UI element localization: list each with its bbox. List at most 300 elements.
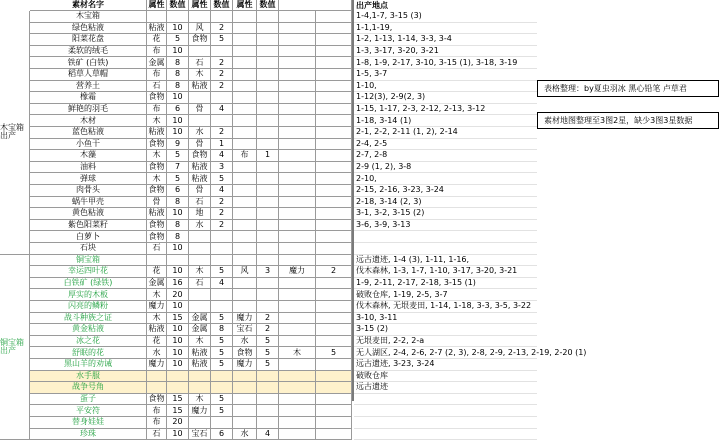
cell-v2[interactable]: 5 [211,173,233,185]
cell-name[interactable]: 冰之花 [30,336,147,348]
cell-a1[interactable] [147,11,167,23]
cell-location[interactable]: 1-2, 1-13, 1-14, 3-3, 3-4 [354,34,537,46]
cell-location[interactable]: 远古遗迹, 3-23, 3-24 [354,359,537,371]
cell-a1[interactable]: 石 [147,81,167,93]
cell-v1[interactable] [167,11,189,23]
cell-v2[interactable]: 5 [211,336,233,348]
cell-a4[interactable] [279,336,316,348]
cell-v4[interactable] [316,92,352,104]
cell-v3[interactable] [257,301,279,313]
cell-a4[interactable]: 魔力 [279,266,316,278]
cell-v2[interactable] [211,301,233,313]
cell-a2[interactable]: 木 [189,69,211,81]
cell-v3[interactable]: 3 [257,266,279,278]
cell-a4[interactable] [279,243,316,255]
cell-location[interactable]: 1-8, 1-9, 2-17, 3-10, 3-15 (1), 3-18, 3-19 [354,57,537,69]
cell-name[interactable]: 平安符 [30,405,147,417]
cell-v1[interactable]: 6 [167,185,189,197]
cell-a4[interactable] [279,289,316,301]
cell-v4[interactable] [316,371,352,383]
cell-a4[interactable] [279,185,316,197]
cell-a1[interactable]: 食物 [147,220,167,232]
cell-v2[interactable]: 4 [211,104,233,116]
cell-a3[interactable] [233,243,257,255]
cell-name[interactable]: 黄色粘液 [30,208,147,220]
cell-name[interactable]: 稻草人草帽 [30,69,147,81]
cell-name[interactable]: 厚实的木板 [30,289,147,301]
cell-a1[interactable]: 布 [147,69,167,81]
cell-a1[interactable]: 食物 [147,394,167,406]
header-val1[interactable]: 数值 [167,0,189,11]
cell-v2[interactable] [211,382,233,394]
cell-a4[interactable] [279,197,316,209]
cell-v4[interactable] [316,46,352,58]
cell-name[interactable]: 营养土 [30,81,147,93]
cell-location[interactable] [354,429,537,440]
cell-a2[interactable]: 水 [189,220,211,232]
cell-v3[interactable] [257,81,279,93]
cell-v2[interactable] [211,11,233,23]
cell-v4[interactable] [316,11,352,23]
cell-v3[interactable]: 1 [257,150,279,162]
cell-v1[interactable]: 15 [167,394,189,406]
cell-v1[interactable]: 9 [167,139,189,151]
cell-a3[interactable] [233,34,257,46]
cell-v1[interactable]: 8 [167,220,189,232]
cell-a4[interactable] [279,23,316,35]
cell-a3[interactable]: 风 [233,266,257,278]
cell-a3[interactable] [233,394,257,406]
cell-a3[interactable] [233,208,257,220]
cell-location[interactable]: 远古遗迹, 1-4 (3), 1-11, 1-16, [354,255,537,267]
cell-a4[interactable] [279,115,316,127]
cell-a1[interactable]: 金属 [147,278,167,290]
cell-v4[interactable] [316,81,352,93]
cell-v2[interactable]: 2 [211,208,233,220]
cell-v4[interactable] [316,197,352,209]
cell-a1[interactable]: 金属 [147,57,167,69]
cell-a1[interactable]: 布 [147,104,167,116]
cell-v3[interactable] [257,57,279,69]
cell-v4[interactable] [316,185,352,197]
cell-a2[interactable]: 木 [189,394,211,406]
cell-v1[interactable]: 10 [167,429,189,440]
cell-v4[interactable] [316,34,352,46]
cell-name[interactable]: 鲜艳的羽毛 [30,104,147,116]
cell-a3[interactable] [233,301,257,313]
cell-name[interactable]: 白铁矿 (绿铁) [30,278,147,290]
cell-v3[interactable] [257,417,279,429]
cell-a4[interactable] [279,371,316,383]
cell-v3[interactable]: 2 [257,324,279,336]
cell-a4[interactable] [279,139,316,151]
cell-v4[interactable] [316,359,352,371]
cell-location[interactable]: 1-15, 1-17, 2-3, 2-12, 2-13, 3-12 [354,104,537,116]
cell-name[interactable]: 阳菜花盘 [30,34,147,46]
header-locations[interactable]: 出产地点 [356,0,388,10]
cell-name[interactable]: 黄金粘液 [30,324,147,336]
cell-a3[interactable] [233,127,257,139]
cell-v3[interactable] [257,127,279,139]
cell-a3[interactable]: 布 [233,150,257,162]
cell-v1[interactable] [167,382,189,394]
cell-v2[interactable] [211,289,233,301]
cell-v3[interactable] [257,104,279,116]
cell-a3[interactable] [233,11,257,23]
cell-v1[interactable]: 20 [167,289,189,301]
cell-a1[interactable]: 木 [147,173,167,185]
cell-v4[interactable] [316,301,352,313]
cell-v1[interactable]: 10 [167,208,189,220]
cell-location[interactable]: 远古遗迹 [354,382,537,394]
cell-a1[interactable]: 食物 [147,231,167,243]
cell-name[interactable]: 橡霜 [30,92,147,104]
cell-v4[interactable] [316,127,352,139]
cell-name[interactable]: 水手服 [30,371,147,383]
cell-name[interactable]: 黑山羊的劝诫 [30,359,147,371]
cell-v4[interactable] [316,336,352,348]
cell-a4[interactable] [279,46,316,58]
cell-v2[interactable]: 4 [211,185,233,197]
cell-v4[interactable]: 5 [316,347,352,359]
cell-v1[interactable]: 6 [167,104,189,116]
cell-a2[interactable] [189,382,211,394]
cell-a3[interactable] [233,371,257,383]
cell-a2[interactable]: 风 [189,23,211,35]
cell-name[interactable]: 幸运四叶花 [30,266,147,278]
cell-v3[interactable] [257,197,279,209]
cell-v1[interactable]: 8 [167,231,189,243]
cell-name[interactable]: 舒眠的花 [30,347,147,359]
cell-v4[interactable]: 2 [316,266,352,278]
cell-location[interactable]: 2-15, 2-16, 3-23, 3-24 [354,185,537,197]
cell-a3[interactable] [233,255,257,267]
cell-v1[interactable] [167,371,189,383]
cell-a4[interactable] [279,429,316,440]
cell-v1[interactable]: 8 [167,81,189,93]
cell-a1[interactable]: 花 [147,266,167,278]
cell-v2[interactable] [211,115,233,127]
cell-a3[interactable] [233,69,257,81]
header-extra[interactable] [279,0,352,11]
cell-a1[interactable]: 花 [147,336,167,348]
cell-a3[interactable] [233,173,257,185]
cell-a2[interactable] [189,11,211,23]
cell-a1[interactable]: 食物 [147,185,167,197]
cell-v3[interactable] [257,162,279,174]
cell-v2[interactable]: 2 [211,23,233,35]
cell-location[interactable]: 无人湖区, 2-4, 2-6, 2-7 (2, 3), 2-8, 2-9, 2-13, 2-19, 2-20 (1) [354,347,537,359]
cell-location[interactable]: 2-9 (1, 2), 3-8 [354,162,537,174]
cell-v3[interactable] [257,69,279,81]
cell-v2[interactable]: 4 [211,278,233,290]
cell-v3[interactable] [257,278,279,290]
cell-location[interactable]: 伐木森林, 无垠麦田, 1-14, 1-18, 3-3, 3-5, 3-22 [354,301,537,313]
cell-a2[interactable]: 石 [189,278,211,290]
cell-a2[interactable]: 骨 [189,104,211,116]
cell-v4[interactable] [316,162,352,174]
cell-location[interactable]: 3-6, 3-9, 3-13 [354,220,537,232]
cell-v2[interactable]: 2 [211,220,233,232]
cell-v3[interactable]: 5 [257,359,279,371]
cell-a2[interactable] [189,301,211,313]
cell-a4[interactable] [279,34,316,46]
cell-a2[interactable]: 粘液 [189,81,211,93]
cell-name[interactable]: 木宝箱 [30,11,147,23]
cell-a4[interactable] [279,278,316,290]
cell-name[interactable]: 蜗牛甲壳 [30,197,147,209]
cell-a1[interactable]: 木 [147,115,167,127]
cell-v1[interactable]: 10 [167,127,189,139]
cell-a1[interactable]: 粘液 [147,23,167,35]
cell-v2[interactable]: 3 [211,162,233,174]
cell-a3[interactable]: 魔力 [233,359,257,371]
cell-a2[interactable]: 食物 [189,34,211,46]
cell-a2[interactable]: 石 [189,57,211,69]
cell-v1[interactable] [167,255,189,267]
cell-name[interactable]: 战争号角 [30,382,147,394]
cell-name[interactable]: 绿色粘液 [30,23,147,35]
cell-v4[interactable] [316,429,352,440]
header-attr2[interactable]: 属性 [189,0,211,11]
cell-a1[interactable]: 粘液 [147,127,167,139]
cell-v2[interactable]: 5 [211,347,233,359]
cell-v4[interactable] [316,69,352,81]
cell-v4[interactable] [316,220,352,232]
cell-a1[interactable]: 花 [147,34,167,46]
cell-a4[interactable] [279,57,316,69]
cell-v4[interactable] [316,150,352,162]
cell-a3[interactable] [233,81,257,93]
cell-a1[interactable]: 布 [147,46,167,58]
cell-name[interactable]: 紫色阳菜籽 [30,220,147,232]
cell-a2[interactable]: 粘液 [189,347,211,359]
cell-a1[interactable]: 魔力 [147,301,167,313]
cell-a3[interactable] [233,104,257,116]
cell-a2[interactable]: 水 [189,127,211,139]
cell-a4[interactable] [279,382,316,394]
cell-v1[interactable]: 10 [167,266,189,278]
cell-v2[interactable]: 6 [211,429,233,440]
cell-location[interactable] [354,231,537,243]
cell-v2[interactable] [211,371,233,383]
cell-a4[interactable] [279,11,316,23]
cell-a2[interactable]: 粘液 [189,173,211,185]
cell-a2[interactable]: 骨 [189,185,211,197]
cell-name[interactable]: 肉骨头 [30,185,147,197]
cell-v4[interactable] [316,278,352,290]
cell-v3[interactable] [257,255,279,267]
cell-name[interactable]: 铁矿 (白铁) [30,57,147,69]
cell-v1[interactable]: 20 [167,417,189,429]
header-name[interactable]: 素材名字 [30,0,147,11]
cell-v1[interactable]: 5 [167,150,189,162]
cell-v1[interactable]: 5 [167,34,189,46]
cell-a3[interactable]: 食物 [233,347,257,359]
cell-a4[interactable] [279,231,316,243]
cell-location[interactable] [354,243,537,255]
section-label[interactable]: 木宝箱出产 [0,11,30,255]
cell-name[interactable]: 小鱼干 [30,139,147,151]
cell-location[interactable] [354,405,537,417]
cell-v2[interactable] [211,243,233,255]
cell-a2[interactable]: 食物 [189,150,211,162]
cell-v2[interactable]: 2 [211,57,233,69]
cell-name[interactable]: 蓝色粘液 [30,127,147,139]
cell-a3[interactable] [233,382,257,394]
cell-a4[interactable] [279,208,316,220]
cell-v2[interactable]: 5 [211,394,233,406]
cell-v1[interactable]: 10 [167,243,189,255]
cell-v1[interactable]: 10 [167,359,189,371]
cell-v4[interactable] [316,231,352,243]
cell-v2[interactable]: 4 [211,150,233,162]
cell-a2[interactable]: 粘液 [189,359,211,371]
cell-a3[interactable]: 宝石 [233,324,257,336]
cell-a2[interactable] [189,92,211,104]
cell-a2[interactable]: 地 [189,208,211,220]
cell-name[interactable]: 白萝卜 [30,231,147,243]
cell-v3[interactable] [257,371,279,383]
cell-location[interactable]: 1-10, [354,81,537,93]
cell-v1[interactable]: 10 [167,46,189,58]
cell-v1[interactable]: 7 [167,162,189,174]
cell-a2[interactable]: 木 [189,336,211,348]
cell-v2[interactable]: 5 [211,34,233,46]
cell-v4[interactable] [316,417,352,429]
cell-v2[interactable]: 2 [211,81,233,93]
cell-a1[interactable]: 木 [147,313,167,325]
cell-v4[interactable] [316,382,352,394]
cell-a2[interactable] [189,46,211,58]
cell-a3[interactable] [233,23,257,35]
cell-v3[interactable] [257,185,279,197]
header-val3[interactable]: 数值 [257,0,279,11]
cell-v3[interactable] [257,23,279,35]
cell-v4[interactable] [316,243,352,255]
cell-v2[interactable] [211,231,233,243]
cell-v1[interactable]: 5 [167,173,189,185]
cell-v3[interactable]: 5 [257,336,279,348]
cell-location[interactable]: 1-9, 2-11, 2-17, 2-18, 3-15 (1) [354,278,537,290]
cell-a2[interactable]: 宝石 [189,429,211,440]
cell-a2[interactable]: 金属 [189,313,211,325]
cell-a3[interactable]: 水 [233,429,257,440]
cell-a4[interactable] [279,81,316,93]
cell-a1[interactable]: 石 [147,243,167,255]
cell-a1[interactable]: 粘液 [147,208,167,220]
cell-v3[interactable] [257,115,279,127]
cell-v1[interactable]: 10 [167,336,189,348]
cell-location[interactable]: 3-10, 3-11 [354,313,537,325]
cell-a3[interactable] [233,220,257,232]
cell-v2[interactable] [211,255,233,267]
cell-location[interactable]: 1-5, 3-7 [354,69,537,81]
cell-a3[interactable] [233,231,257,243]
cell-a4[interactable] [279,92,316,104]
cell-name[interactable]: 战斗种族之证 [30,313,147,325]
cell-name[interactable]: 木藻 [30,150,147,162]
cell-v1[interactable]: 10 [167,347,189,359]
cell-a2[interactable] [189,231,211,243]
cell-location[interactable] [354,394,537,406]
cell-a1[interactable]: 魔力 [147,359,167,371]
cell-location[interactable]: 2-18, 3-14 (2, 3) [354,197,537,209]
cell-a1[interactable] [147,382,167,394]
cell-v1[interactable]: 15 [167,405,189,417]
cell-a3[interactable] [233,405,257,417]
cell-a4[interactable] [279,127,316,139]
cell-a4[interactable] [279,162,316,174]
cell-v4[interactable] [316,208,352,220]
cell-v4[interactable] [316,324,352,336]
cell-a2[interactable]: 石 [189,197,211,209]
cell-name[interactable]: 弹球 [30,173,147,185]
cell-v2[interactable]: 5 [211,266,233,278]
cell-v3[interactable] [257,173,279,185]
cell-a1[interactable] [147,371,167,383]
cell-v2[interactable] [211,417,233,429]
cell-v3[interactable] [257,231,279,243]
cell-a4[interactable] [279,69,316,81]
cell-a1[interactable]: 粘液 [147,324,167,336]
cell-v1[interactable]: 8 [167,197,189,209]
cell-a3[interactable] [233,92,257,104]
cell-v3[interactable] [257,208,279,220]
cell-a3[interactable] [233,139,257,151]
cell-a2[interactable] [189,243,211,255]
cell-a1[interactable]: 食物 [147,92,167,104]
cell-a3[interactable]: 魔力 [233,313,257,325]
cell-v4[interactable] [316,394,352,406]
cell-a4[interactable] [279,417,316,429]
cell-location[interactable]: 2-10, [354,173,537,185]
cell-v1[interactable]: 10 [167,23,189,35]
cell-v4[interactable] [316,23,352,35]
cell-a1[interactable]: 木 [147,289,167,301]
cell-a4[interactable] [279,313,316,325]
cell-v2[interactable]: 8 [211,324,233,336]
cell-v4[interactable] [316,57,352,69]
cell-location[interactable]: 3-15 (2) [354,324,537,336]
cell-name[interactable]: 珍珠 [30,429,147,440]
cell-a3[interactable] [233,289,257,301]
cell-v3[interactable]: 2 [257,313,279,325]
cell-v3[interactable] [257,46,279,58]
cell-v1[interactable]: 8 [167,57,189,69]
header-val2[interactable]: 数值 [211,0,233,11]
header-attr1[interactable]: 属性 [147,0,167,11]
cell-a3[interactable] [233,46,257,58]
cell-v2[interactable]: 2 [211,69,233,81]
cell-location[interactable]: 1-4,1-7, 3-15 (3) [354,11,537,23]
cell-v3[interactable] [257,382,279,394]
cell-v3[interactable] [257,394,279,406]
cell-a1[interactable] [147,255,167,267]
cell-v2[interactable]: 5 [211,405,233,417]
cell-v1[interactable]: 16 [167,278,189,290]
cell-location[interactable]: 1-18, 3-14 (1) [354,115,537,127]
cell-a1[interactable]: 水 [147,347,167,359]
cell-name[interactable]: 铜宝箱 [30,255,147,267]
cell-a4[interactable] [279,301,316,313]
cell-v1[interactable]: 10 [167,324,189,336]
cell-name[interactable]: 闪亮的鳞粉 [30,301,147,313]
cell-a4[interactable] [279,405,316,417]
cell-a4[interactable] [279,220,316,232]
cell-a4[interactable] [279,255,316,267]
cell-a3[interactable]: 水 [233,336,257,348]
